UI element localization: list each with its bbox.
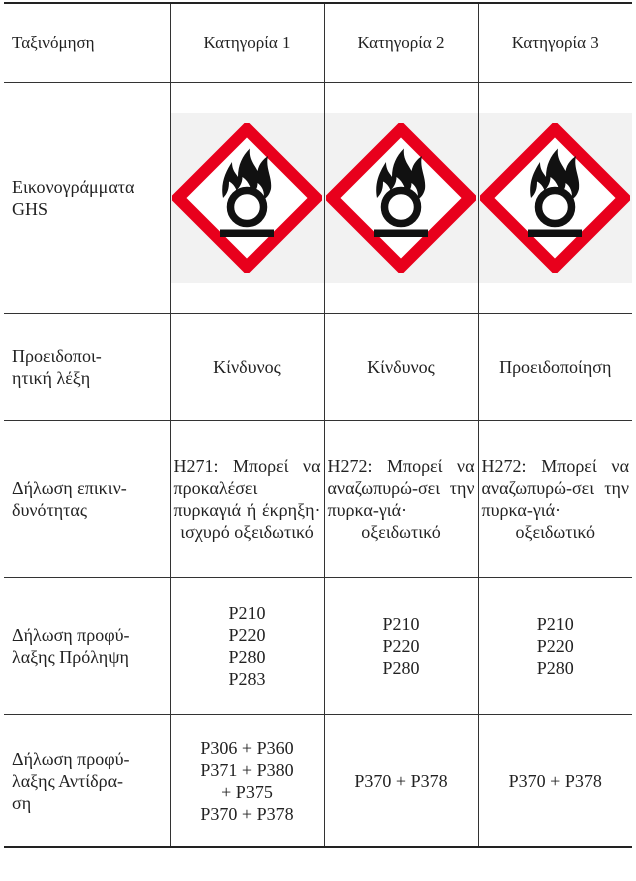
row-label-signal-word: Προειδοποι- ητική λέξη: [4, 314, 170, 421]
prevention-cat-1: P210 P220 P280 P283: [170, 578, 324, 715]
pictogram-cell-2: [324, 83, 478, 314]
row-label-prevention: Δήλωση προφύ- λαξης Πρόληψη: [4, 578, 170, 715]
ghs-classification-table: [4, 2, 632, 848]
pictogram-cell-1: [170, 83, 324, 314]
ghs03-flame-over-circle-icon: [480, 123, 630, 273]
hazard-statement-cat-3: H272: Μπορεί να αναζωπυρώ-σει την πυρκα-γιά· οξειδωτικό: [478, 421, 632, 578]
signal-word-cat-3: Προειδοποίηση: [478, 314, 632, 421]
table-row-hazard-statement: [4, 421, 632, 578]
hazard-statement-cat-1: H271: Μπορεί να προκαλέσει πυρκαγιά ή έκρηξη· ισχυρό οξειδωτικό: [170, 421, 324, 578]
table-row-pictograms: [4, 83, 632, 314]
hazard-statement-cat-2: H272: Μπορεί να αναζωπυρώ-σει την πυρκα-γιά· οξειδωτικό: [324, 421, 478, 578]
header-category-2: Κατηγορία 2: [324, 3, 478, 83]
table-row-prevention: [4, 578, 632, 715]
pictogram-cell-3: [478, 83, 632, 314]
prevention-cat-2: P210 P220 P280: [324, 578, 478, 715]
table-header-row: [4, 3, 632, 83]
row-label-response: Δήλωση προφύ- λαξης Αντίδρα- ση: [4, 715, 170, 848]
header-category-1: Κατηγορία 1: [170, 3, 324, 83]
row-label-pictograms: Εικονογράμματα GHS: [4, 83, 170, 314]
row-label-hazard-statement: Δήλωση επικιν- δυνότητας: [4, 421, 170, 578]
response-cat-2: P370 + P378: [324, 715, 478, 848]
response-cat-1: P306 + P360 P371 + P380 + P375 P370 + P378: [170, 715, 324, 848]
signal-word-cat-2: Κίνδυνος: [324, 314, 478, 421]
signal-word-cat-1: Κίνδυνος: [170, 314, 324, 421]
table-row-signal-word: [4, 314, 632, 421]
response-cat-3: P370 + P378: [478, 715, 632, 848]
table-row-response: [4, 715, 632, 848]
header-category-3: Κατηγορία 3: [478, 3, 632, 83]
ghs03-flame-over-circle-icon: [326, 123, 476, 273]
ghs03-flame-over-circle-icon: [172, 123, 322, 273]
prevention-cat-3: P210 P220 P280: [478, 578, 632, 715]
header-classification: Ταξινόμηση: [4, 3, 170, 83]
